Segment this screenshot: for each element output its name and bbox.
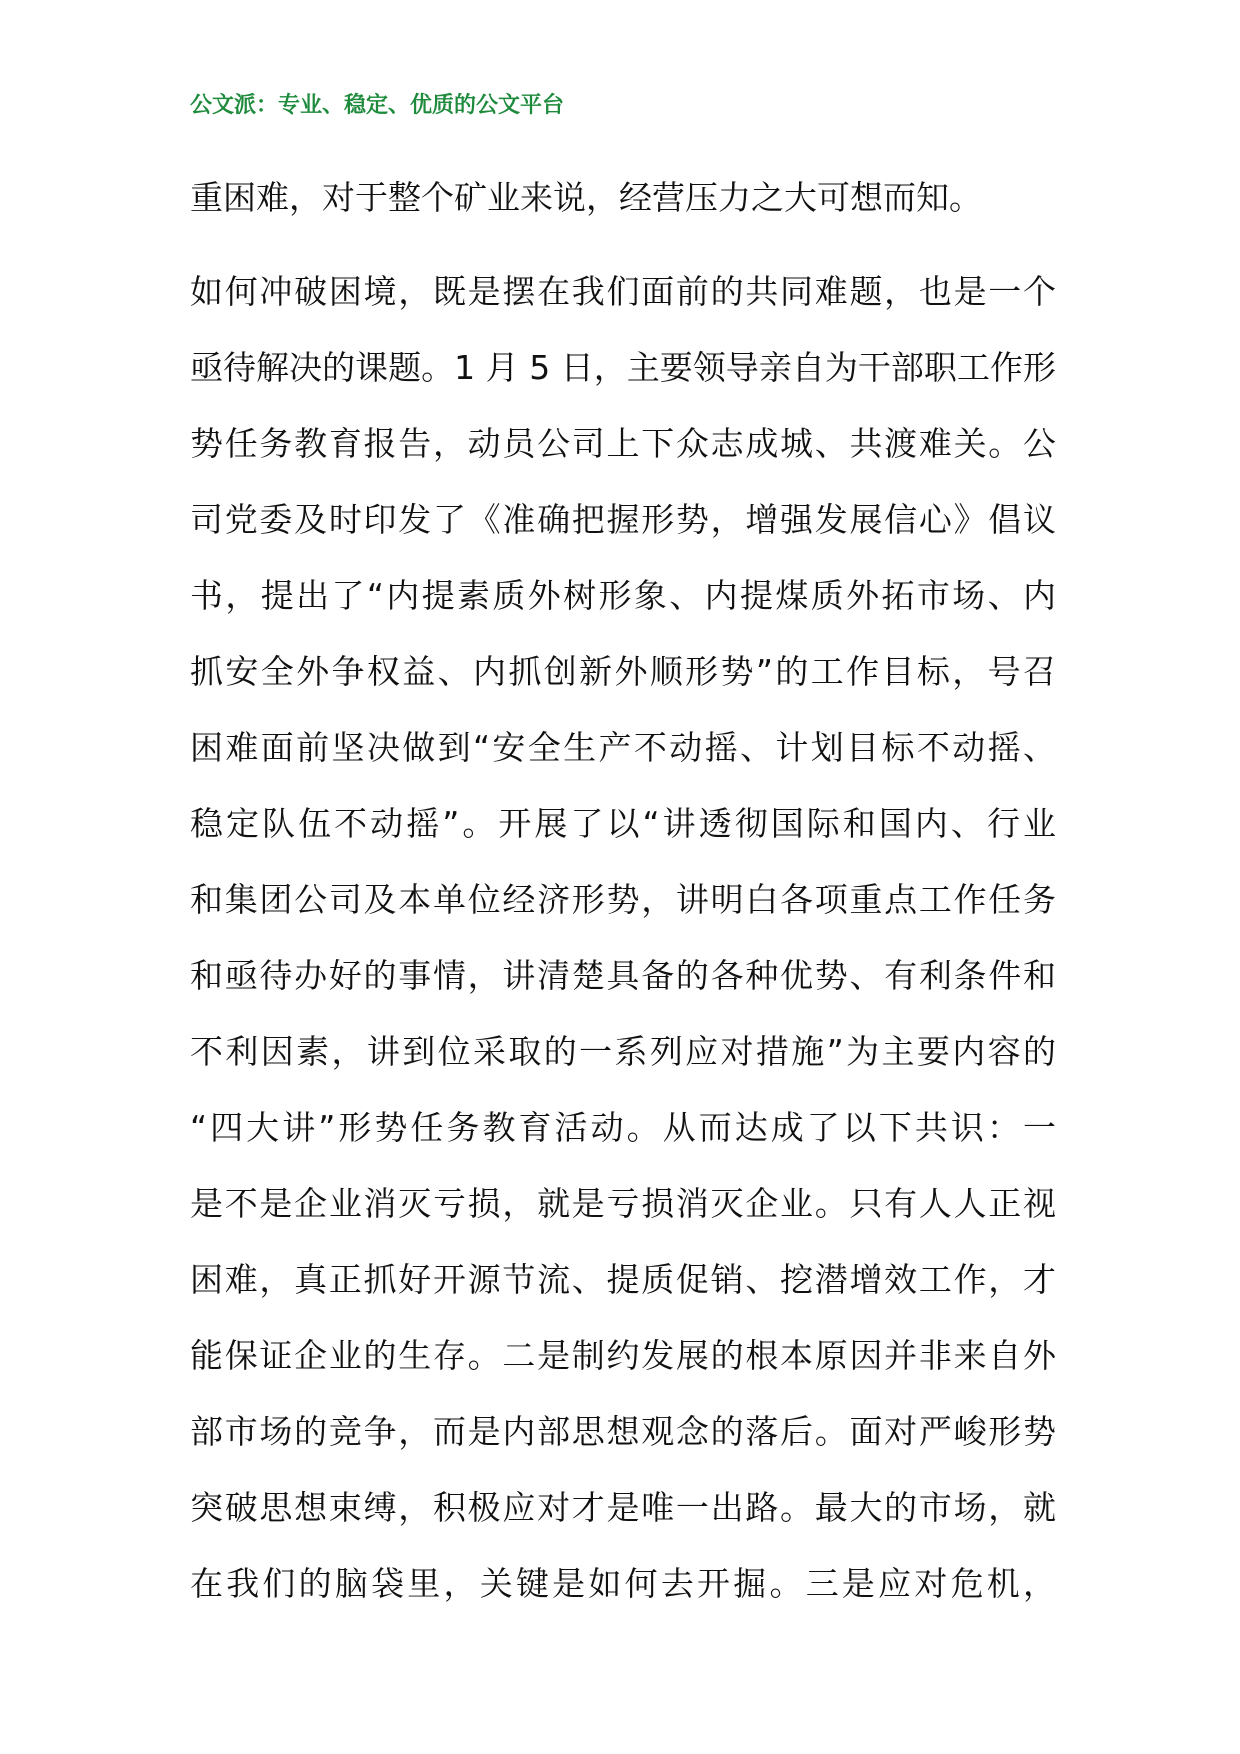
paragraph-line: 重困难，对于整个矿业来说，经营压力之大可想而知。 [190, 178, 982, 217]
paragraph-line: 司党委及时印发了《准确把握形势，增强发展信心》倡议 [190, 500, 1056, 539]
paragraph-line: 和集团公司及本单位经济形势，讲明白各项重点工作任务 [190, 880, 1056, 919]
paragraph-line: 不利因素，讲到位采取的一系列应对措施”为主要内容的 [190, 1032, 1056, 1071]
paragraph-line: 书，提出了“内提素质外树形象、内提煤质外拓市场、内 [190, 576, 1056, 615]
paragraph-line: 是不是企业消灭亏损，就是亏损消灭企业。只有人人正视 [190, 1184, 1056, 1223]
header-banner: 公文派：专业、稳定、优质的公文平台 [190, 92, 565, 118]
paragraph-line: 抓安全外争权益、内抓创新外顺形势”的工作目标，号召 [190, 652, 1056, 691]
paragraph-2 [190, 254, 1056, 1622]
paragraph-line: 在我们的脑袋里，关键是如何去开掘。三是应对危机， [190, 1564, 1056, 1603]
paragraph-line: 困难，真正抓好开源节流、提质促销、挖潜增效工作，才 [190, 1260, 1056, 1299]
paragraph-line: 部市场的竞争，而是内部思想观念的落后。面对严峻形势 [190, 1412, 1056, 1451]
paragraph-line: 亟待解决的课题。1 月 5 日，主要领导亲自为干部职工作形 [190, 348, 1056, 387]
paragraph-1 [190, 160, 1056, 236]
paragraph-line: 稳定队伍不动摇”。开展了以“讲透彻国际和国内、行业 [190, 804, 1056, 843]
paragraph-line: 能保证企业的生存。二是制约发展的根本原因并非来自外 [190, 1336, 1056, 1375]
paragraph-line: 势任务教育报告，动员公司上下众志成城、共渡难关。公 [190, 424, 1056, 463]
paragraph-line: 困难面前坚决做到“安全生产不动摇、计划目标不动摇、 [190, 728, 1056, 767]
paragraph-line: 突破思想束缚，积极应对才是唯一出路。最大的市场，就 [190, 1488, 1056, 1527]
paragraph-line: 和亟待办好的事情，讲清楚具备的各种优势、有利条件和 [190, 956, 1056, 995]
paragraph-line: 如何冲破困境，既是摆在我们面前的共同难题，也是一个 [190, 272, 1056, 311]
paragraph-line: “四大讲”形势任务教育活动。从而达成了以下共识：一 [190, 1108, 1056, 1147]
